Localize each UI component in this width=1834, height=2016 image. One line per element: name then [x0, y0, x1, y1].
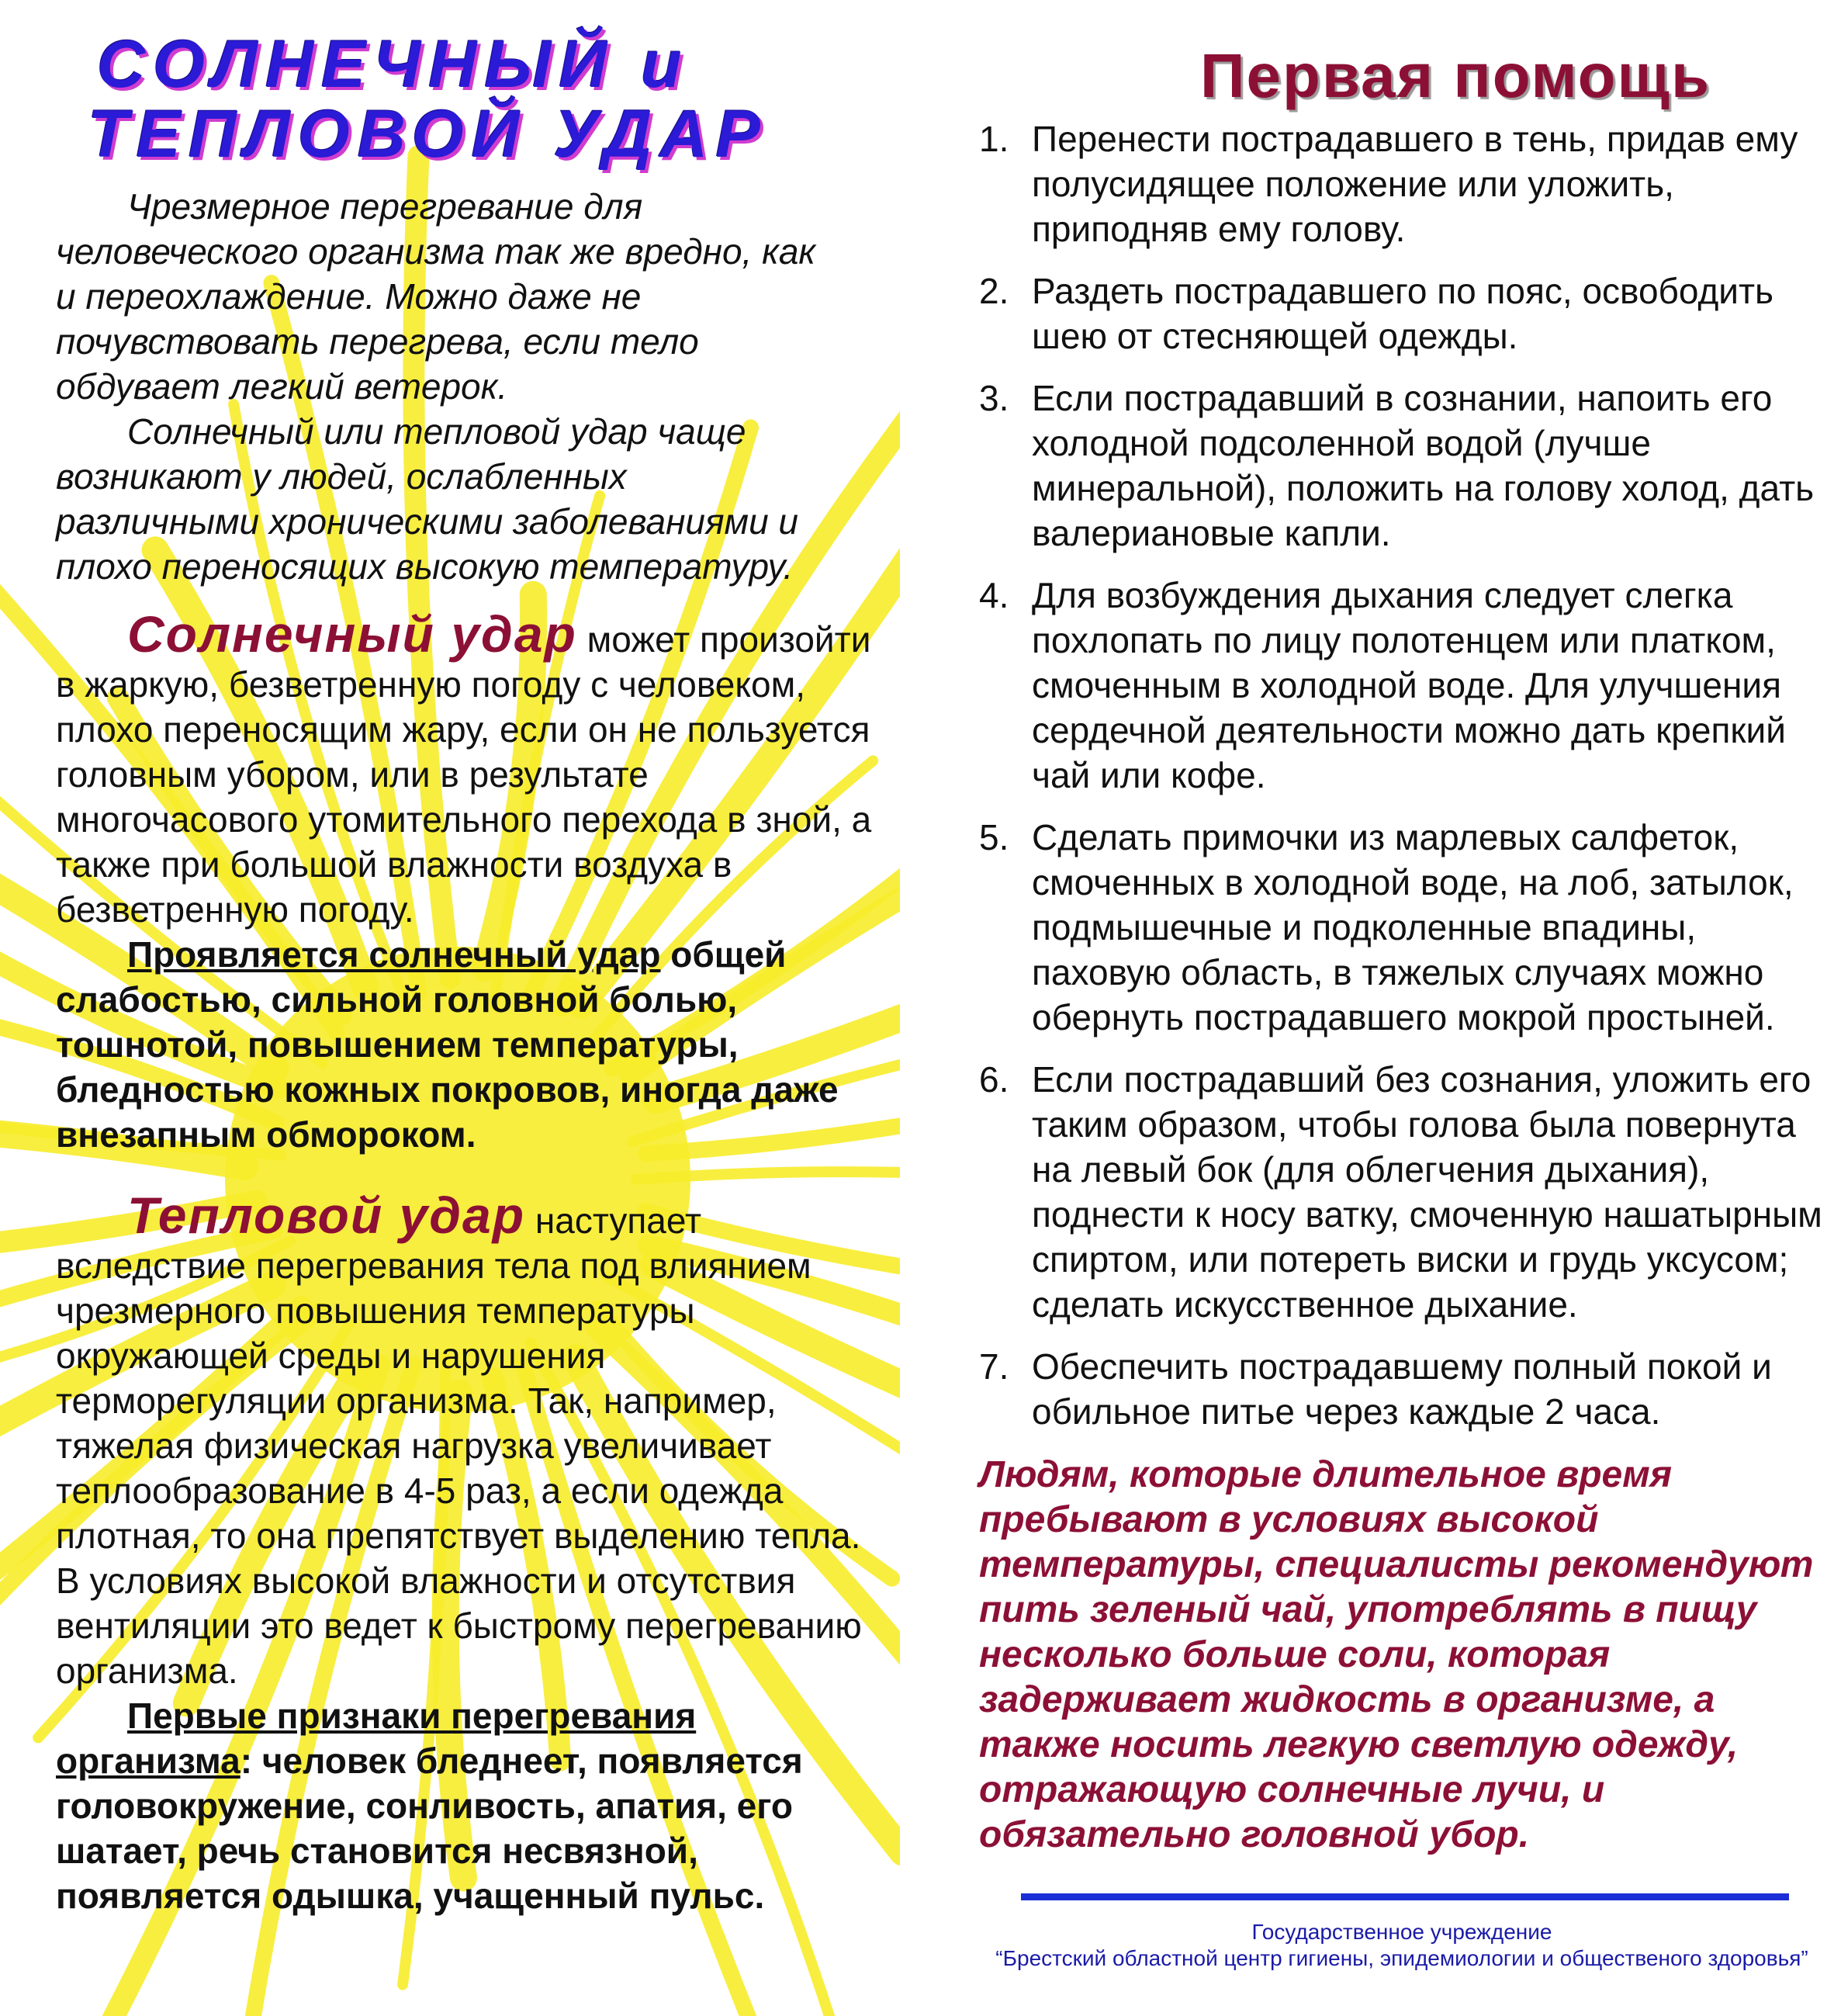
heatstroke-text: наступает вследствие перегревания тела под влиянием чрезмерного повышения температуры окружающей среды и нарушения терморегуляции организма. Так, например, тяжелая физическая нагрузка увеличивает теплообразование в 4-5 раз, а если одежда плотная, то она препятствует выделению тепла. В условиях высокой влажности и отсутствия вентиляции это ведет к быстрому перегреванию организма.: [56, 1200, 862, 1691]
sunstroke-symptoms-text: общей слабостью, сильной головной болью, тошнотой, повышением температуры, бледностью кожных покровов, иногда даже внезапным обмороком.: [56, 934, 839, 1155]
organization-footer: [979, 1919, 1825, 1972]
page-title-line1: СОЛНЕЧНЫЙ и: [97, 27, 690, 102]
sunstroke-term: Солнечный удар: [127, 605, 577, 663]
heatstroke-section: [56, 1186, 878, 1918]
step-number: 7.: [979, 1346, 1009, 1387]
page-title-line2: ТЕПЛОВОЙ УДАР: [88, 97, 768, 171]
first-aid-step: [979, 573, 1825, 798]
step-text: Сделать примочки из марлевых салфеток, смоченных в холодной воде, на лоб, затылок, подмышечные и подколенные впадины, паховую область, в тяжелых случаях можно обернуть пострадавшего мокрой простыней.: [1032, 817, 1794, 1037]
first-aid-step: [979, 376, 1825, 556]
step-number: 3.: [979, 378, 1009, 418]
first-aid-step: [979, 1057, 1825, 1327]
intro-section: [56, 184, 832, 589]
heatstroke-signs: [56, 1693, 878, 1918]
first-aid-title: Первая помощь: [1200, 41, 1711, 110]
step-text: Для возбуждения дыхания следует слегка похлопать по лицу полотенцем или платком, смоченным в холодной воде. Для улучшения сердечной деятельности можно дать крепкий чай или кофе.: [1032, 575, 1786, 795]
advice-paragraph: Людям, которые длительное время пребывают в условиях высокой температуры, специалисты рекомендуют пить зеленый чай, употреблять в пищу несколько больше соли, которая задерживает жидкость в организме, а также носить легкую светлую одежду, отражающую солнечные лучи, и обязательно головной убор.: [979, 1454, 1814, 1855]
sunstroke-section: [56, 605, 878, 1157]
first-aid-steps: [979, 116, 1825, 1451]
step-text: Если пострадавший в сознании, напоить его холодной подсоленной водой (лучше минеральной), положить на голову холод, дать валериановые капли.: [1032, 378, 1815, 553]
step-text: Обеспечить пострадавшему полный покой и обильное питье через каждые 2 часа.: [1032, 1346, 1772, 1432]
step-text: Раздеть пострадавшего по пояс, освободить шею от стесняющей одежды.: [1032, 271, 1774, 356]
step-number: 5.: [979, 817, 1009, 857]
step-number: 4.: [979, 575, 1009, 615]
heatstroke-term: Тепловой удар: [127, 1186, 526, 1244]
heatstroke-signs-lead: Первые признаки перегревания организма: [56, 1696, 697, 1781]
divider-line: [1021, 1893, 1789, 1900]
organization-line-2: “Брестский областной центр гигиены, эпидемиологии и общественого здоровья”: [995, 1946, 1808, 1970]
intro-paragraph-2: Солнечный или тепловой удар чаще возникают у людей, ослабленных различными хроническими заболеваниями и плохо переносящих высокую температуру.: [56, 411, 799, 587]
step-number: 2.: [979, 271, 1009, 311]
step-number: 1.: [979, 119, 1009, 159]
sun-ray: [636, 1172, 900, 1179]
first-aid-step: [979, 1344, 1825, 1434]
sunstroke-symptoms-lead: Проявляется солнечный удар: [127, 934, 661, 975]
organization-line-1: Государственное учреждение: [1251, 1920, 1552, 1944]
step-text: Если пострадавший без сознания, уложить его таким образом, чтобы голова была повернута на левый бок (для облегчения дыхания), поднести к носу ватку, смоченную нашатырным спиртом, или потереть виски и грудь уксусом; сделать искусственное дыхание.: [1032, 1059, 1822, 1325]
first-aid-step: [979, 116, 1825, 251]
heatstroke-description: [56, 1186, 878, 1693]
page-title: [88, 27, 795, 171]
step-number: 6.: [979, 1059, 1009, 1100]
sunstroke-description: [56, 605, 878, 932]
step-text: Перенести пострадавшего в тень, придав ему полусидящее положение или уложить, приподняв ему голову.: [1032, 119, 1798, 249]
intro-paragraph-1: Чрезмерное перегревание для человеческого организма так же вредно, как и переохлаждение. Можно даже не почувствовать перегрева, если тело обдувает легкий ветерок.: [56, 186, 816, 407]
sunstroke-symptoms: [56, 932, 878, 1157]
first-aid-step: [979, 268, 1825, 359]
first-aid-step: [979, 815, 1825, 1040]
sunstroke-text: может произойти в жаркую, безветренную погоду с человеком, плохо переносящим жару, если он не пользуется головным убором, или в результате многочасового утомительного перехода в зной, а также при большой влажности воздуха в безветренную погоду.: [56, 619, 872, 930]
heatstroke-signs-text: : человек бледнеет, появляется головокружение, сонливость, апатия, его шатает, речь становится несвязной, появляется одышка, учащенный пульс.: [56, 1741, 803, 1916]
